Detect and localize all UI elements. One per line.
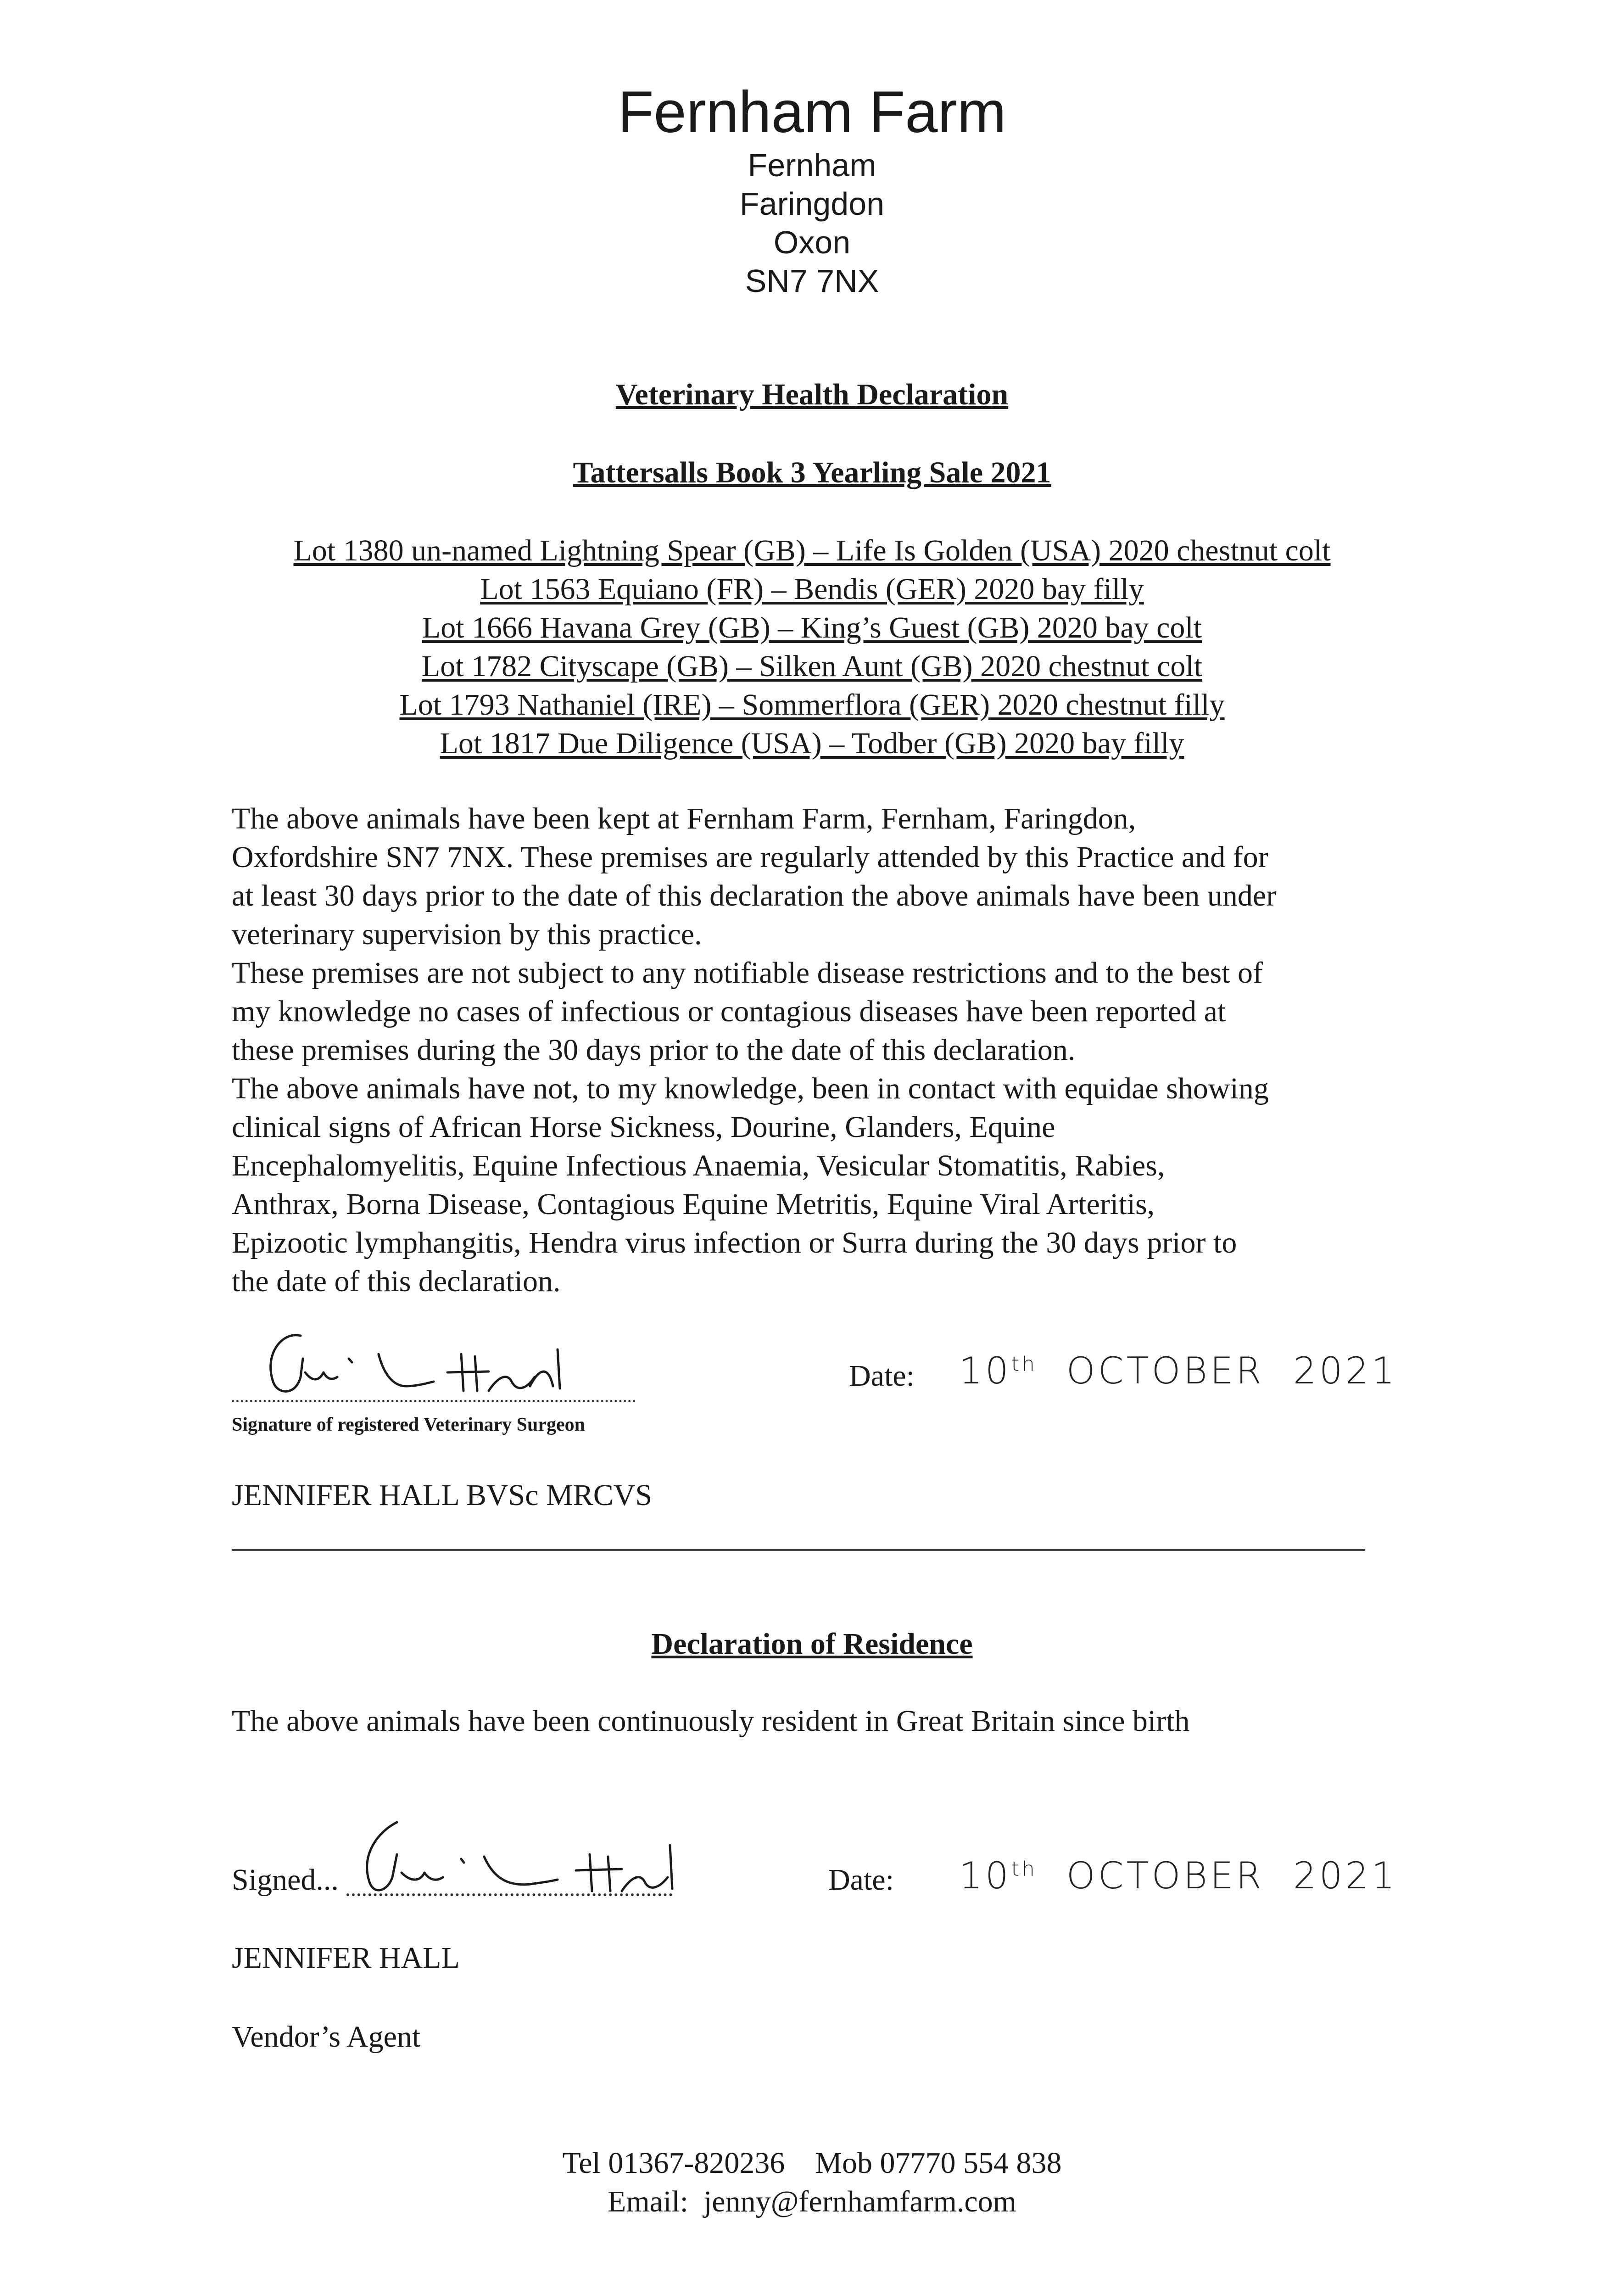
- residence-statement: The above animals have been continuously resident in Great Britain since birth: [232, 1704, 1190, 1738]
- vet-date-label: Date:: [849, 1359, 915, 1393]
- body-line: Encephalomyelitis, Equine Infectious Anaemia, Vesicular Stomatitis, Rabies,: [232, 1149, 1165, 1182]
- vet-date-handwritten: 10th OCTOBER 2021: [959, 1349, 1398, 1392]
- body-line: Anthrax, Borna Disease, Contagious Equine Metritis, Equine Viral Arteritis,: [232, 1187, 1155, 1221]
- residence-role: Vendor’s Agent: [232, 2020, 421, 2054]
- address-line-2: Faringdon: [739, 186, 885, 222]
- residence-title: Declaration of Residence: [651, 1627, 973, 1661]
- body-line: these premises during the 30 days prior to the date of this declaration.: [232, 1033, 1076, 1067]
- lot-line: Lot 1380 un-named Lightning Spear (GB) – Life Is Golden (USA) 2020 chestnut colt: [293, 534, 1331, 567]
- body-line: veterinary supervision by this practice.: [232, 918, 702, 951]
- lot-line: Lot 1666 Havana Grey (GB) – King’s Guest (GB) 2020 bay colt: [422, 611, 1202, 644]
- vendor-signature-image: [346, 1813, 704, 1905]
- footer-email: Email: jenny@fernhamfarm.com: [608, 2185, 1016, 2218]
- footer-phone: Tel 01367-820236 Mob 07770 554 838: [562, 2146, 1062, 2180]
- body-line: Oxfordshire SN7 7NX. These premises are regularly attended by this Practice and for: [232, 840, 1268, 874]
- residence-name: JENNIFER HALL: [232, 1941, 460, 1975]
- body-line: clinical signs of African Horse Sickness, Dourine, Glanders, Equine: [232, 1110, 1055, 1144]
- signature-caption: Signature of registered Veterinary Surgeon: [232, 1414, 585, 1435]
- declaration-title: Veterinary Health Declaration: [615, 378, 1009, 411]
- body-line: These premises are not subject to any notifiable disease restrictions and to the best of: [232, 956, 1263, 990]
- lot-line: Lot 1817 Due Diligence (USA) – Todber (GB) 2020 bay filly: [440, 727, 1184, 760]
- residence-date-handwritten: 10th OCTOBER 2021: [959, 1854, 1398, 1897]
- body-line: the date of this declaration.: [232, 1265, 561, 1298]
- vet-signature-line: [232, 1400, 636, 1402]
- body-line: The above animals have not, to my knowledge, been in contact with equidae showing: [232, 1072, 1269, 1105]
- address-line-4: SN7 7NX: [745, 263, 879, 299]
- lot-line: Lot 1782 Cityscape (GB) – Silken Aunt (GB) 2020 chestnut colt: [421, 649, 1203, 683]
- body-line: The above animals have been kept at Fernham Farm, Fernham, Faringdon,: [232, 802, 1136, 835]
- address-line-1: Fernham: [748, 147, 876, 183]
- lot-line: Lot 1793 Nathaniel (IRE) – Sommerflora (GER) 2020 chestnut filly: [399, 688, 1225, 722]
- body-line: my knowledge no cases of infectious or contagious diseases have been reported at: [232, 995, 1226, 1028]
- residence-date-label: Date:: [828, 1863, 894, 1897]
- declaration-subtitle: Tattersalls Book 3 Yearling Sale 2021: [573, 456, 1051, 489]
- section-divider: [232, 1549, 1365, 1551]
- declaration-body: [232, 800, 1406, 1301]
- body-line: at least 30 days prior to the date of this declaration the above animals have been under: [232, 879, 1277, 912]
- lot-line: Lot 1563 Equiano (FR) – Bendis (GER) 2020 bay filly: [480, 572, 1144, 606]
- address-line-3: Oxon: [773, 224, 851, 260]
- signed-label: Signed...: [232, 1863, 339, 1897]
- vet-name: JENNIFER HALL BVSc MRCVS: [232, 1478, 653, 1512]
- body-line: Epizootic lymphangitis, Hendra virus infection or Surra during the 30 days prior to: [232, 1226, 1237, 1259]
- signed-dots: ...: [316, 1863, 339, 1897]
- farm-name: Fernham Farm: [618, 79, 1006, 145]
